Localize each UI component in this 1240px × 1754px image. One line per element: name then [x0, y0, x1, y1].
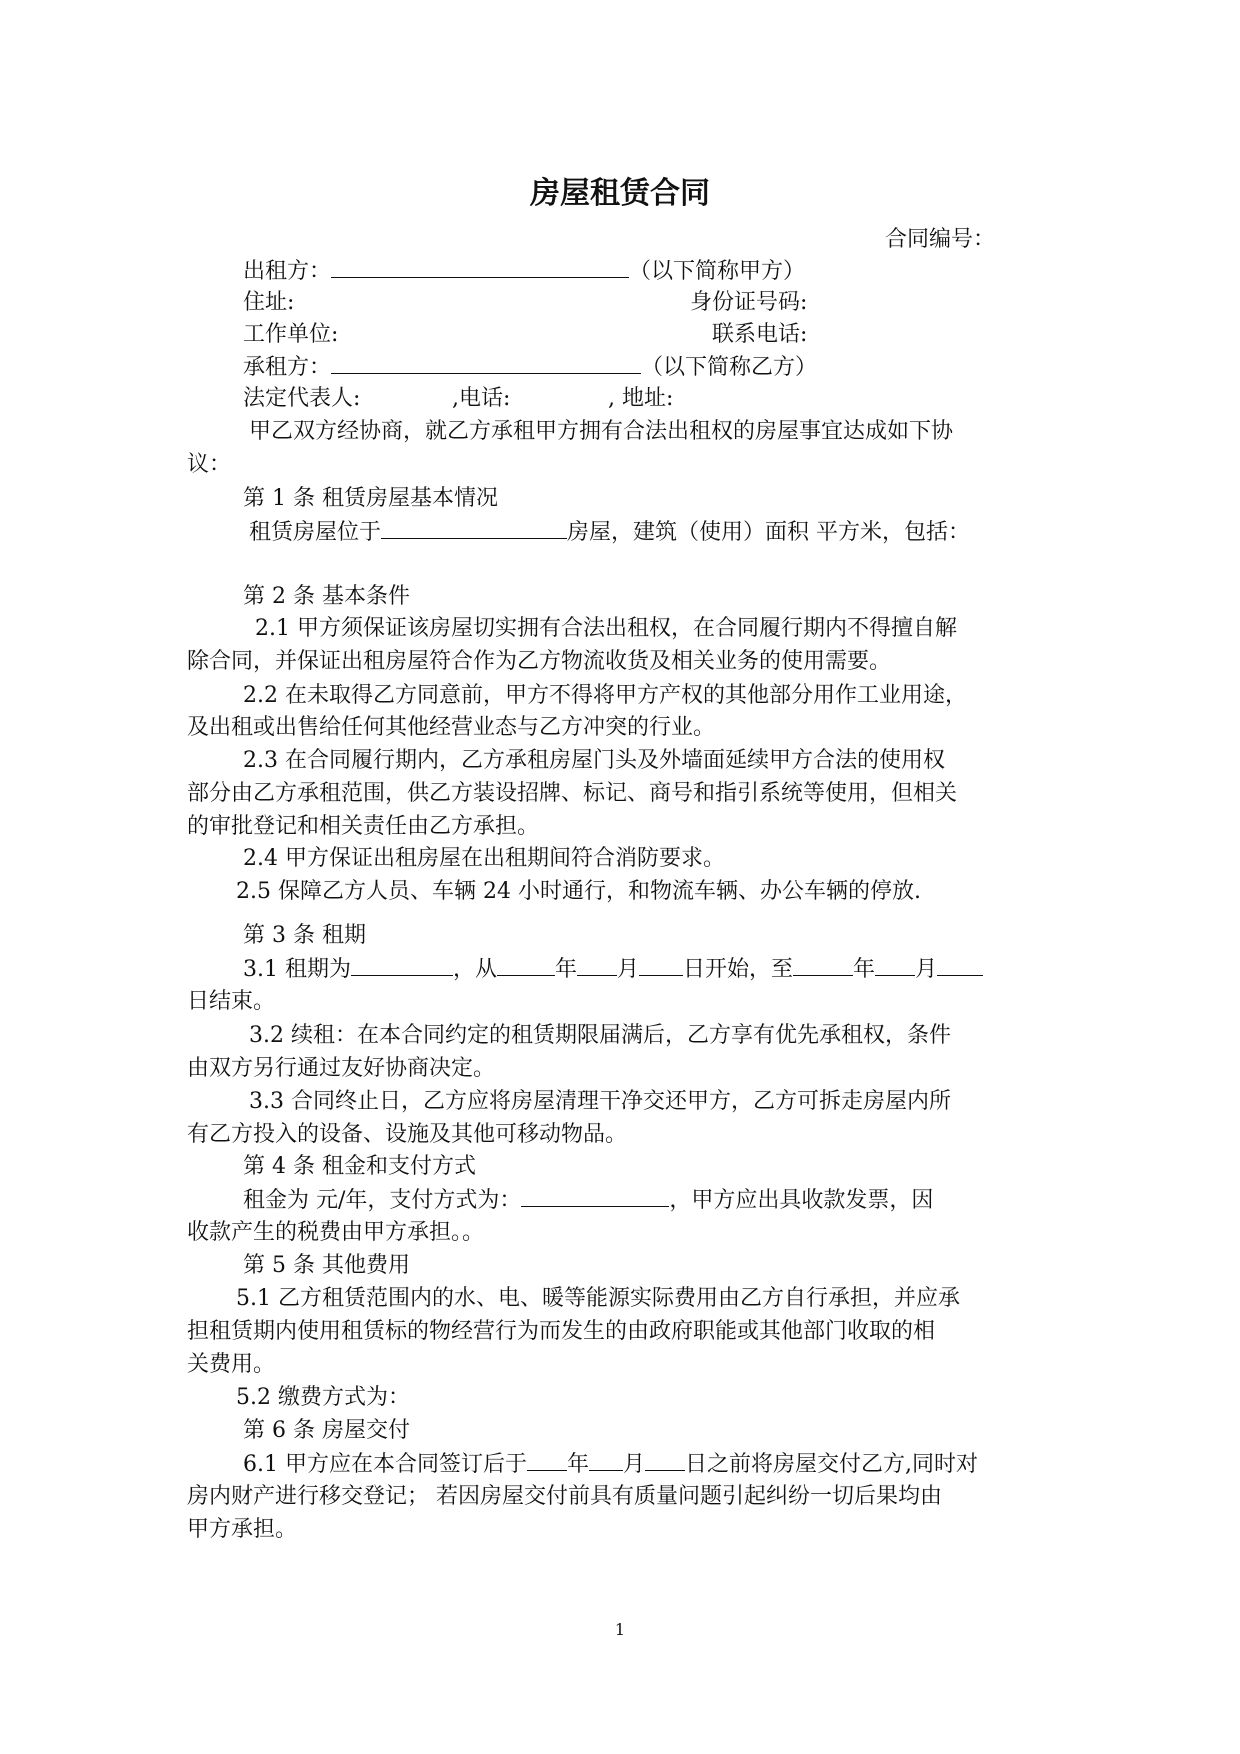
end-year-blank[interactable]: [793, 954, 853, 976]
work-label: 工作单位:: [243, 322, 339, 347]
lessor-line: [243, 256, 805, 287]
lessee-suffix: （以下简称乙方）: [641, 354, 818, 380]
phone-label: 联系电话:: [712, 322, 808, 347]
end-month-blank[interactable]: [875, 954, 915, 976]
delivery-day-blank[interactable]: [645, 1449, 685, 1471]
delivery-year-label: 年: [566, 1451, 589, 1477]
lessee-line: [243, 352, 817, 383]
delivery-month-blank[interactable]: [589, 1449, 623, 1471]
lessor-blank[interactable]: [331, 256, 629, 278]
start-year-blank[interactable]: [497, 954, 555, 976]
clause-3-2-line-1: 3.2 续租：在本合同约定的租赁期限届满后，乙方享有优先承租权，条件: [249, 1023, 951, 1048]
invoice-text: ，甲方应出具收款发票，因: [669, 1187, 934, 1213]
legal-rep-label: 法定代表人:: [243, 386, 361, 411]
end-month-label: 月: [915, 956, 938, 982]
delivery-day-label: 日之前将房屋交付乙方,同时对: [685, 1451, 979, 1477]
intro-line-2: 议：: [187, 452, 232, 477]
intro-line-1: 甲乙双方经协商，就乙方承租甲方拥有合法出租权的房屋事宜达成如下协: [249, 419, 954, 444]
clause-5-1-line-2: 担租赁期内使用租赁标的物经营行为而发生的由政府职能或其他部门收取的相: [187, 1319, 936, 1344]
start-day-label: 日开始，至: [683, 956, 794, 982]
article-1-heading: 第 1 条 租赁房屋基本情况: [243, 486, 498, 511]
clause-3-1-line-2: 日结束。: [187, 989, 276, 1014]
lessee-label: 承租方：: [243, 354, 332, 380]
clause-2-3-line-1: 2.3 在合同履行期内，乙方承租房屋门头及外墙面延续甲方合法的使用权: [243, 748, 945, 773]
lessor-suffix: （以下简称甲方）: [629, 258, 806, 284]
start-month-label: 月: [617, 956, 640, 982]
payment-method-blank[interactable]: [521, 1185, 669, 1207]
clause-3-3-line-2: 有乙方投入的设备、设施及其他可移动物品。: [187, 1122, 628, 1147]
clause-2-3-line-2: 部分由乙方承租范围，供乙方装设招牌、标记、商号和指引系统等使用，但相关: [187, 781, 958, 806]
page-number: 1: [614, 1620, 626, 1639]
lessor-label: 出租方：: [243, 258, 332, 284]
clause-6-1-line-3: 甲方承担。: [187, 1517, 298, 1542]
contract-no-label: 合同编号：: [885, 227, 996, 252]
clause-5-2: 5.2 缴费方式为：: [236, 1385, 410, 1410]
clause-3-1-line-1: [243, 954, 983, 985]
clause-2-4: 2.4 甲方保证出租房屋在出租期间符合消防要求。: [243, 846, 725, 871]
legal-address-label: , 地址:: [608, 386, 674, 411]
article-1-text-b: 房屋，建筑（使用）面积 平方米，包括：: [567, 519, 971, 545]
clause-2-1-line-2: 除合同，并保证出租房屋符合作为乙方物流收货及相关业务的使用需要。: [187, 649, 892, 674]
from-label: ，从: [452, 956, 497, 982]
clause-5-1-line-1: 5.1 乙方租赁范围内的水、电、暖等能源实际费用由乙方自行承担，并应承: [236, 1286, 960, 1311]
article-2-heading: 第 2 条 基本条件: [243, 584, 410, 609]
address-label: 住址:: [243, 290, 295, 315]
id-label: 身份证号码:: [690, 290, 808, 315]
article-5-heading: 第 5 条 其他费用: [243, 1253, 410, 1278]
end-year-label: 年: [853, 956, 876, 982]
clause-6-1-line-2: 房内财产进行移交登记； 若因房屋交付前具有质量问题引起纠纷一切后果均由: [187, 1484, 942, 1509]
delivery-text: 6.1 甲方应在本合同签订后于: [243, 1451, 527, 1477]
clause-5-1-line-3: 关费用。: [187, 1352, 276, 1377]
article-4-line-2: 收款产生的税费由甲方承担。。: [187, 1220, 485, 1245]
lessee-blank[interactable]: [331, 352, 641, 374]
article-1-text-a: 租赁房屋位于: [249, 519, 382, 545]
article-3-heading: 第 3 条 租期: [243, 923, 366, 948]
clause-3-2-line-2: 由双方另行通过友好协商决定。: [187, 1056, 496, 1081]
start-month-blank[interactable]: [577, 954, 617, 976]
start-day-blank[interactable]: [639, 954, 683, 976]
article-6-heading: 第 6 条 房屋交付: [243, 1418, 410, 1443]
location-blank[interactable]: [381, 517, 567, 539]
clause-6-1-line-1: [243, 1449, 978, 1480]
article-4-heading: 第 4 条 租金和支付方式: [243, 1154, 476, 1179]
legal-phone-label: ,电话:: [452, 386, 511, 411]
clause-2-2-line-2: 及出租或出售给任何其他经营业态与乙方冲突的行业。: [187, 715, 716, 740]
delivery-year-blank[interactable]: [527, 1449, 567, 1471]
lease-term-blank[interactable]: [351, 954, 453, 976]
article-1-line: [249, 517, 970, 548]
document-title: 房屋租赁合同: [530, 176, 710, 211]
end-day-blank[interactable]: [937, 954, 983, 976]
clause-2-3-line-3: 的审批登记和相关责任由乙方承担。: [187, 814, 540, 839]
lease-term-label: 3.1 租期为: [243, 956, 351, 982]
clause-2-1-line-1: 2.1 甲方须保证该房屋切实拥有合法出租权，在合同履行期内不得擅自解: [255, 616, 957, 641]
delivery-month-label: 月: [623, 1451, 646, 1477]
clause-2-5: 2.5 保障乙方人员、车辆 24 小时通行，和物流车辆、办公车辆的停放.: [236, 879, 921, 904]
article-4-line-1: [243, 1185, 933, 1216]
rent-text: 租金为 元/年，支付方式为：: [243, 1187, 522, 1213]
clause-2-2-line-1: 2.2 在未取得乙方同意前，甲方不得将甲方产权的其他部分用作工业用途，: [243, 683, 967, 708]
clause-3-3-line-1: 3.3 合同终止日，乙方应将房屋清理干净交还甲方，乙方可拆走房屋内所: [249, 1089, 951, 1114]
start-year-label: 年: [555, 956, 578, 982]
